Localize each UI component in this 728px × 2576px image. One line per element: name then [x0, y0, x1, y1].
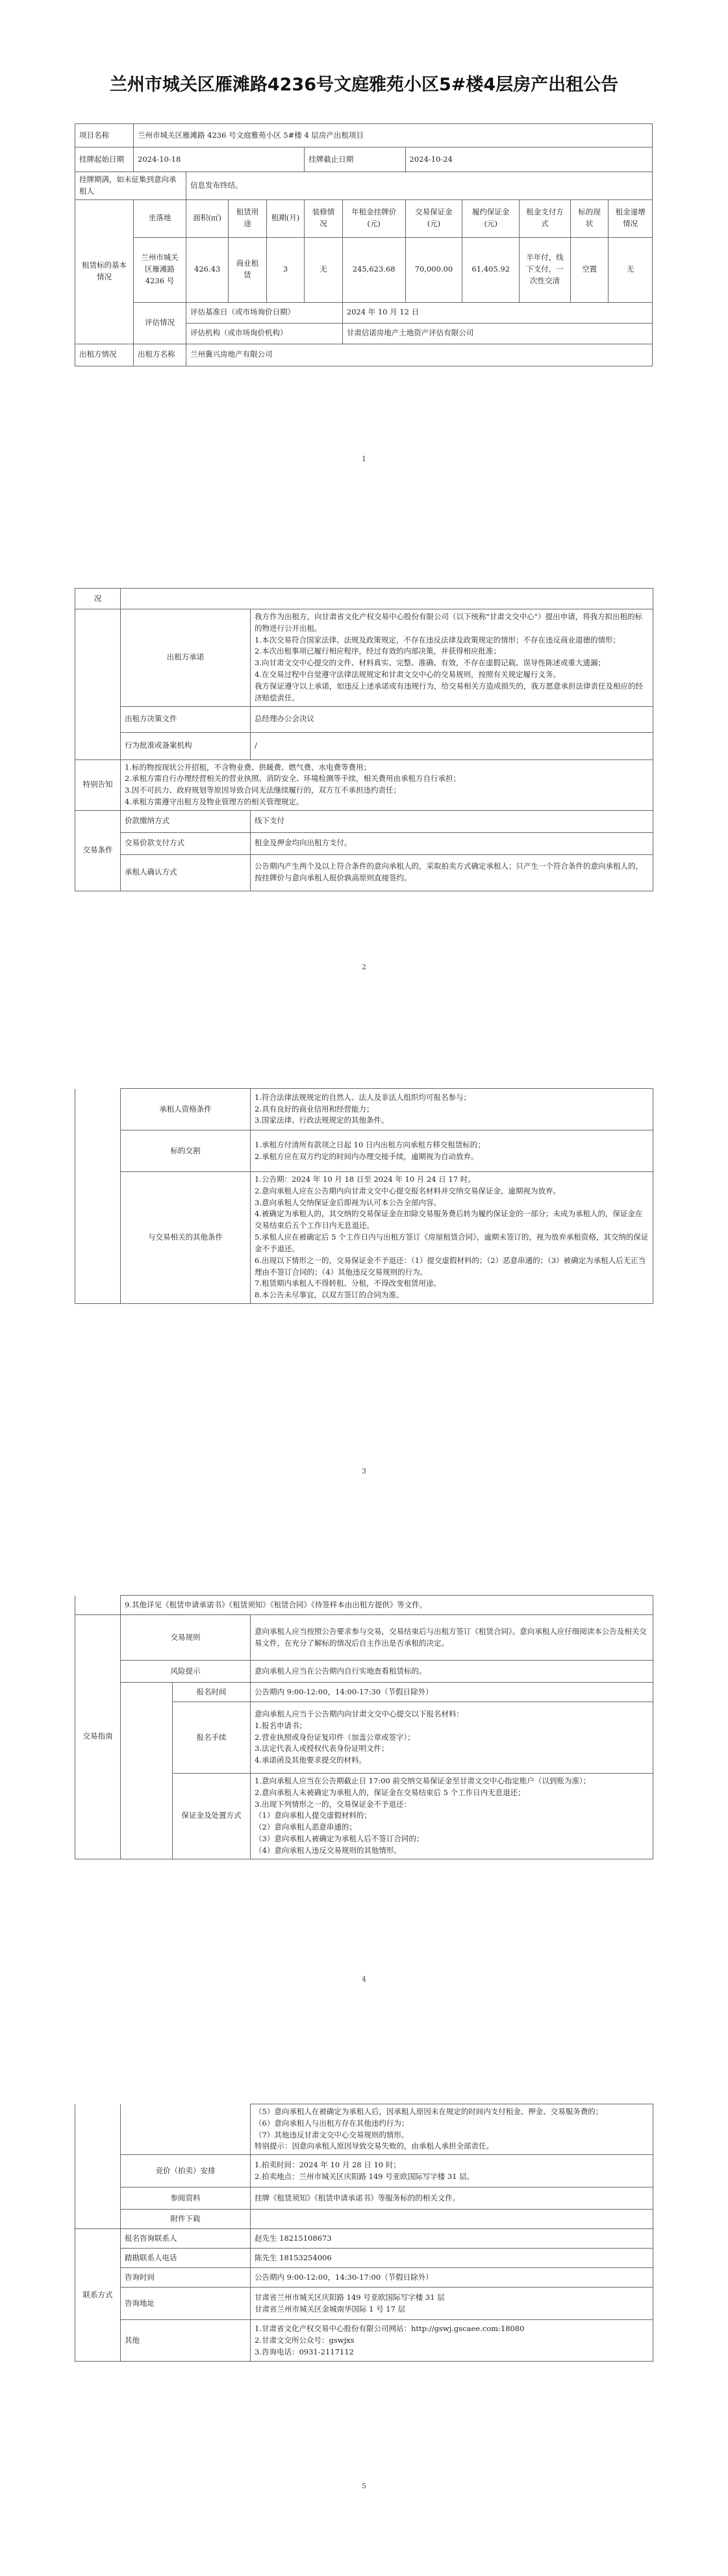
c3-label: 咨询时间 [121, 2268, 251, 2288]
cell-usage: 商业租赁 [229, 237, 267, 302]
end-date-label: 挂牌截止日期 [305, 147, 405, 172]
deposit-value: 租金及押金均向出租方支付。 [251, 832, 653, 854]
header-term: 租期(月) [266, 199, 305, 237]
lessor-name-label: 出租方名称 [134, 344, 186, 366]
pay-value: 线下支付 [251, 810, 653, 832]
c1-label: 报名咨询联系人 [121, 2229, 251, 2249]
end-date: 2024-10-24 [405, 147, 652, 172]
page-number-5: 5 [362, 2482, 366, 2490]
header-area: 面积(㎡) [186, 199, 229, 237]
approval-label: 行为批准或备案机构 [121, 732, 251, 759]
page4-table [75, 1595, 653, 1859]
proc-label: 报名手续 [173, 1702, 251, 1774]
eval-label: 评估情况 [134, 302, 186, 344]
notice-label: 挂牌期满，如未征集到意向承租人 [75, 172, 186, 200]
cell-status: 空置 [570, 237, 609, 302]
basic-label: 租赁标的基本情况 [75, 199, 134, 344]
guide-label: 交易指南 [75, 1615, 121, 1859]
c5-label: 其他 [121, 2320, 251, 2362]
page1-table [75, 123, 653, 366]
trade-label: 交易条件 [75, 810, 121, 891]
special-text: 1.标的物按现状公开招租，不含物业费、供暖费、燃气费、水电费等费用； 2.承租方需自行办理经营相关的营业执照、消防安全、环境检测等手续，相关费用由承租方自行承担； 3.因不可抗力、政府规划等原因导致合同无法继续履行的，双方互不承担违约责任； 4.承租方需遵守出租方及物业管理方的相关管理规定。 [121, 759, 653, 810]
other-label: 与交易相关的其他条件 [121, 1172, 251, 1304]
c4-value: 甘肃省兰州市城关区庆阳路 149 号亚欧国际写字楼 31 层 甘肃省兰州市城关区金城南华国际 1 号 17 层 [251, 2288, 653, 2320]
cell-location: 兰州市城关区雁滩路 4236 号 [134, 237, 186, 302]
deposit-label: 交易价款支付方式 [121, 832, 251, 854]
eval-org-label: 评估机构（或市场询价机构） [186, 323, 343, 344]
cell-perf-deposit: 61,405.92 [462, 237, 520, 302]
lessor-name: 兰州冀兴房地产有限公司 [186, 344, 653, 366]
eval-date-label: 评估基准日（或市场询价日期） [186, 302, 343, 323]
page-number-3: 3 [362, 1467, 366, 1475]
decision-value: 总经理办公会决议 [251, 706, 653, 732]
margin-text: 1.意向承租人应当在公告期截止日 17:00 前交纳交易保证金至甘肃文交中心指定账户（以到账为准）； 2.意向承租人未被确定为承租人的，保证金在交易结束后 5 个工作日内无息退还； 3.出现下列情形之一的，交易保证金不予退还： （1）意向承租人提交虚假材料的； （2）意向承租人恶意串通的； （3）意向承租人被确定为承租人后不签订合同的； （4）意向承租人违反交易规则的其他情形。 [251, 1774, 653, 1859]
margin-label: 保证金及处置方式 [173, 1774, 251, 1859]
lessor-label: 出租方情况 [75, 344, 134, 366]
page-number-1: 1 [362, 455, 366, 463]
file-download-link[interactable] [251, 2210, 653, 2229]
notice-value: 信息发布终结。 [186, 172, 653, 200]
hint-label: 风险提示 [121, 1661, 251, 1683]
header-increase: 租金递增情况 [609, 199, 653, 237]
hint-text: 意向承租人应当在公告期内自行实地查看租赁标的。 [251, 1661, 653, 1683]
lessee-label: 承租人确认方式 [121, 854, 251, 891]
header-usage: 租赁用途 [229, 199, 267, 237]
header-location: 坐落地 [134, 199, 186, 237]
rules-label: 交易规则 [121, 1615, 251, 1661]
decision-label: 出租方决策文件 [121, 706, 251, 732]
cell-payment: 半年付，线下支付，一次性交清 [520, 237, 571, 302]
eval-date: 2024 年 10 月 12 日 [342, 302, 652, 323]
project-name: 兰州市城关区雁滩路 4236 号文庭雅苑小区 5#楼 4 层房产出租项目 [134, 124, 653, 147]
cell-term: 3 [266, 237, 305, 302]
project-name-label: 项目名称 [75, 124, 134, 147]
header-annual-rent: 年租金挂牌价(元) [342, 199, 405, 237]
auction-text: 1.拍卖时间：2024 年 10 月 28 日 10 时； 2.拍卖地点：兰州市城关区庆阳路 149 号亚欧国际写字楼 31 层。 [251, 2155, 653, 2187]
cell-trade-deposit: 70,000.00 [405, 237, 462, 302]
header-payment: 租金支付方式 [520, 199, 571, 237]
p4-head: 9.其他详见《租赁申请承诺书》《租赁须知》《租赁合同》《待签样本由出租方提供》等文件。 [121, 1596, 653, 1615]
bind-text: 1.承租方付清所有款项之日起 10 日内出租方向承租方移交租赁标的； 2.承租方应在双方约定的时间内办理交接手续，逾期视为自动放弃。 [251, 1130, 653, 1172]
proc-text: 意向承租人应当于公告期内向甘肃文交中心提交以下报名材料： 1.报名申请书； 2.营业执照或身份证复印件（加盖公章或签字）； 3.法定代表人或授权代表身份证明文件； 4.承诺函及其他要求提交的材料。 [251, 1702, 653, 1774]
eval-org: 甘肃信诺房地产土地资产评估有限公司 [342, 323, 652, 344]
c4-label: 咨询地址 [121, 2288, 251, 2320]
header-status: 标的现状 [570, 199, 609, 237]
c3-value: 公告期内 9:00-12:00，14:30-17:00（节假日除外） [251, 2268, 653, 2288]
page-number-2: 2 [362, 963, 366, 971]
signup-label: 报名时间 [173, 1683, 251, 1702]
promise-text: 我方作为出租方，向甘肃省文化产权交易中心股份有限公司（以下统称"甘肃文交中心"）提出申请，将我方拟出租的标的物进行公开出租。 1.本次交易符合国家法律、法规及政策规定，不存在违反法律及政策规定的情形；不存在违反商业道德的情形； 2.本次出租事项已履行相应程序，经过有效的内部决策，并获得相应批准； 3.向甘肃文交中心提交的文件、材料真实、完整、准确、有效，不存在虚假记载、误导性陈述或重大遗漏； 4.在交易过程中自觉遵守法律法规规定和甘肃文交中心的交易规则，按照有关规定履行义务。 我方保证遵守以上承诺，如违反上述承诺或有违规行为，给交易相关方造成损失的，我方愿意承担法律责任及相应的经济赔偿责任。 [251, 609, 653, 707]
p5-cont: （5）意向承租人在被确定为承租人后，因承租人原因未在规定的时间内支付租金、押金、交易服务费的； （6）意向承租人与出租方存在其他违约行为； （7）其他违反甘肃文交中心交易规则的情形。 特别提示：因意向承租人原因导致交易失败的，由承租人承担全部责任。 [251, 2104, 653, 2155]
cell-area: 426.43 [186, 237, 229, 302]
side-top: 况 [75, 589, 121, 609]
page-number-4: 4 [362, 1975, 366, 1983]
special-label: 特别告知 [75, 759, 121, 810]
c5-value: 1.甘肃省文化产权交易中心股份有限公司网站：http://gswj.gscaee.com:18080 2.甘肃文交所公众号：gswjxs 3.咨询电话：0931-2117112 [251, 2320, 653, 2362]
header-trade-deposit: 交易保证金(元) [405, 199, 462, 237]
auction-label: 竞价（拍卖）安排 [121, 2155, 251, 2187]
page-title: 兰州市城关区雁滩路4236号文庭雅苑小区5#楼4层房产出租公告 [109, 75, 619, 95]
page3-table [75, 1088, 653, 1304]
page5-table [75, 2104, 653, 2362]
start-date-label: 挂牌起始日期 [75, 147, 134, 172]
promise-label: 出租方承诺 [121, 609, 251, 707]
rules-text: 意向承租人应当按照公告要求参与交易，交易结束后与出租方签订《租赁合同》。意向承租人应仔细阅读本公告及相关交易文件，在充分了解标的情况后自主作出是否承租的决定。 [251, 1615, 653, 1661]
cell-annual-rent: 245,623.68 [342, 237, 405, 302]
cell-increase: 无 [609, 237, 653, 302]
page2-table [75, 588, 653, 891]
header-perf-deposit: 履约保证金(元) [462, 199, 520, 237]
contact-label: 联系方式 [75, 2229, 121, 2362]
approval-value: / [251, 732, 653, 759]
start-date: 2024-10-18 [134, 147, 305, 172]
qual-label: 承租人资格条件 [121, 1089, 251, 1130]
other-text: 1.公告期：2024 年 10 月 18 日至 2024 年 10 月 24 日 17 时。 2.意向承租人应在公告期内向甘肃文交中心提交报名材料并交纳交易保证金，逾期视为放弃。 3.意向承租人交纳保证金后即视为认可本公告全部内容。 4.被确定为承租人的，其交纳的交易保证金在扣除交易服务费后转为履约保证金的一部分；未成为承租人的，保证金在交易结束后五个工作日内无息退还。 5.承租人应在被确定后 5 个工作日内与出租方签订《房屋租赁合同》，逾期未签订的，视为放弃承租资格，其交纳的保证金不予退还。 6.出现以下情形之一的，交易保证金不予退还：（1）提交虚假材料的；（2）恶意串通的；（3）被确定为承租人后无正当理由不签订合同的；（4）其他违反交易规则的行为。 7.租赁期内承租人不得转租、分租，不得改变租赁用途。 8.本公告未尽事宜，以双方签订的合同为准。 [251, 1172, 653, 1304]
pay-label: 价款缴纳方式 [121, 810, 251, 832]
c1-value: 赵先生 18215108673 [251, 2229, 653, 2249]
lessee-value: 公告期内产生两个及以上符合条件的意向承租人的，采取拍卖方式确定承租人；只产生一个符合条件的意向承租人的，按挂牌价与意向承租人报价孰高原则直接签约。 [251, 854, 653, 891]
attach-label: 参阅资料 [121, 2187, 251, 2210]
qual-text: 1.符合法律法规规定的自然人、法人及非法人组织均可报名参与； 2.具有良好的商业信用和经营能力； 3.国家法律、行政法规规定的其他条件。 [251, 1089, 653, 1130]
bind-label: 标的交割 [121, 1130, 251, 1172]
cell-decoration: 无 [305, 237, 343, 302]
header-decoration: 装修情况 [305, 199, 343, 237]
c2-value: 陈先生 18153254006 [251, 2249, 653, 2268]
attach-text: 挂牌《租赁须知》《租赁申请承诺书》等服务标的的相关文件。 [251, 2187, 653, 2210]
signup-text: 公告期内 9:00-12:00，14:00-17:30（节假日除外） [251, 1683, 653, 1702]
c2-label: 踏勘联系人电话 [121, 2249, 251, 2268]
file-label: 附件下载 [121, 2210, 251, 2229]
